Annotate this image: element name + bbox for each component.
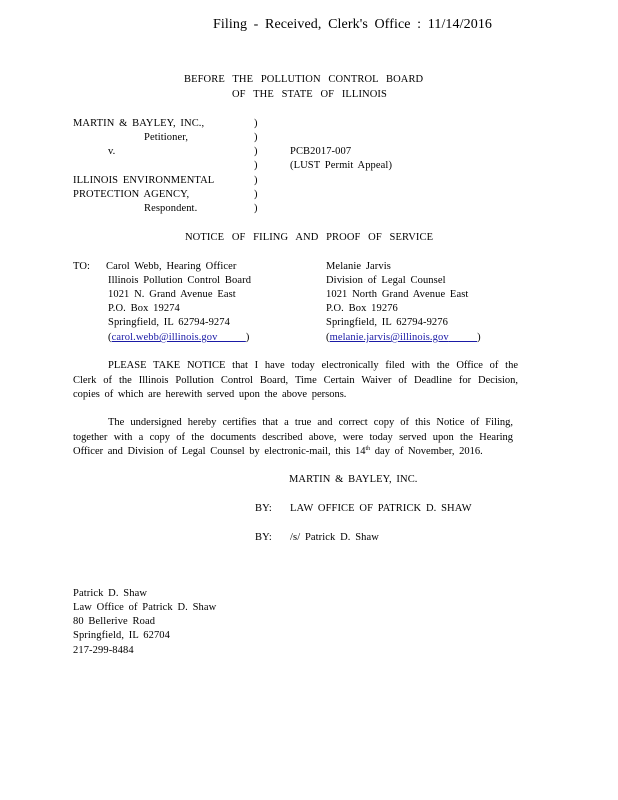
caption-bracket: ) (254, 175, 258, 186)
close-paren: ) (245, 332, 250, 343)
attorney-street: 80 Bellerive Road (73, 616, 156, 627)
versus-label: v. (108, 146, 116, 157)
respondent-role: Respondent. (144, 203, 198, 214)
petitioner-name: MARTIN & BAYLEY, INC., (73, 118, 205, 129)
electronic-signature: /s/ Patrick D. Shaw (290, 532, 379, 543)
open-paren: ( (326, 332, 330, 343)
certification-date-text: day of November, 2016. (370, 446, 483, 457)
recipient-right-name: Melanie Jarvis (326, 261, 391, 272)
attorney-phone: 217-299-8484 (73, 645, 134, 656)
caption-bracket: ) (254, 203, 258, 214)
day-ordinal-suffix: th (365, 446, 371, 452)
close-paren: ) (477, 332, 481, 343)
recipient-right-org: Division of Legal Counsel (326, 275, 446, 286)
attorney-office: Law Office of Patrick D. Shaw (73, 602, 217, 613)
recipient-right-email-link[interactable]: melanie.jarvis@illinois.gov (329, 332, 449, 343)
petitioner-role: Petitioner, (144, 132, 189, 143)
recipient-left-email-line (108, 331, 249, 344)
respondent-name-line1: ILLINOIS ENVIRONMENTAL (73, 175, 215, 186)
open-paren: ( (108, 332, 112, 343)
recipient-right-email-line (326, 331, 481, 344)
case-number: PCB2017-007 (290, 146, 352, 157)
notice-title: NOTICE OF FILING AND PROOF OF SERVICE (185, 232, 434, 243)
board-heading-line2: OF THE STATE OF ILLINOIS (232, 89, 387, 100)
signature-law-office: LAW OFFICE OF PATRICK D. SHAW (290, 503, 472, 514)
caption-bracket: ) (254, 146, 258, 157)
recipient-left-org: Illinois Pollution Control Board (108, 275, 252, 286)
by-label: BY: (255, 503, 272, 514)
signature-company: MARTIN & BAYLEY, INC. (289, 474, 418, 485)
caption-bracket: ) (254, 118, 258, 129)
notice-paragraph: PLEASE TAKE NOTICE that I have today electronically filed with the Office of the Clerk of the Illinois Pollution Control Board, Time Certain Waiver of Deadline for Decision, copies of which are herewith served upon the above persons. (73, 360, 518, 400)
recipient-right-city: Springfield, IL 62794-9276 (326, 317, 448, 328)
board-heading-line1: BEFORE THE POLLUTION CONTROL BOARD (184, 74, 424, 85)
certification-text: The undersigned hereby certifies that a true and correct copy of this Notice of Filing, together with a copy of the documents described above, were today served upon the Hearing Officer and Division of Legal Counsel by electronic-mail, this 14 (73, 417, 513, 457)
to-label: TO: (73, 261, 91, 272)
recipient-right-street: 1021 North Grand Avenue East (326, 289, 469, 300)
certification-paragraph (73, 416, 513, 460)
recipient-right-po-box: P.O. Box 19276 (326, 303, 398, 314)
caption-bracket: ) (254, 132, 258, 143)
recipient-left-name: Carol Webb, Hearing Officer (106, 261, 237, 272)
caption-bracket: ) (254, 160, 258, 171)
filing-stamp: Filing - Received, Clerk's Office : 11/14/2016 (213, 17, 493, 32)
recipient-left-po-box: P.O. Box 19274 (108, 303, 180, 314)
respondent-name-line2: PROTECTION AGENCY, (73, 189, 190, 200)
case-type: (LUST Permit Appeal) (290, 160, 393, 171)
attorney-city: Springfield, IL 62704 (73, 630, 170, 641)
by-label: BY: (255, 532, 272, 543)
recipient-left-city: Springfield, IL 62794-9274 (108, 317, 230, 328)
caption-bracket: ) (254, 189, 258, 200)
attorney-name: Patrick D. Shaw (73, 588, 148, 599)
recipient-left-email-link[interactable]: carol.webb@illinois.gov (111, 332, 218, 343)
recipient-left-street: 1021 N. Grand Avenue East (108, 289, 236, 300)
